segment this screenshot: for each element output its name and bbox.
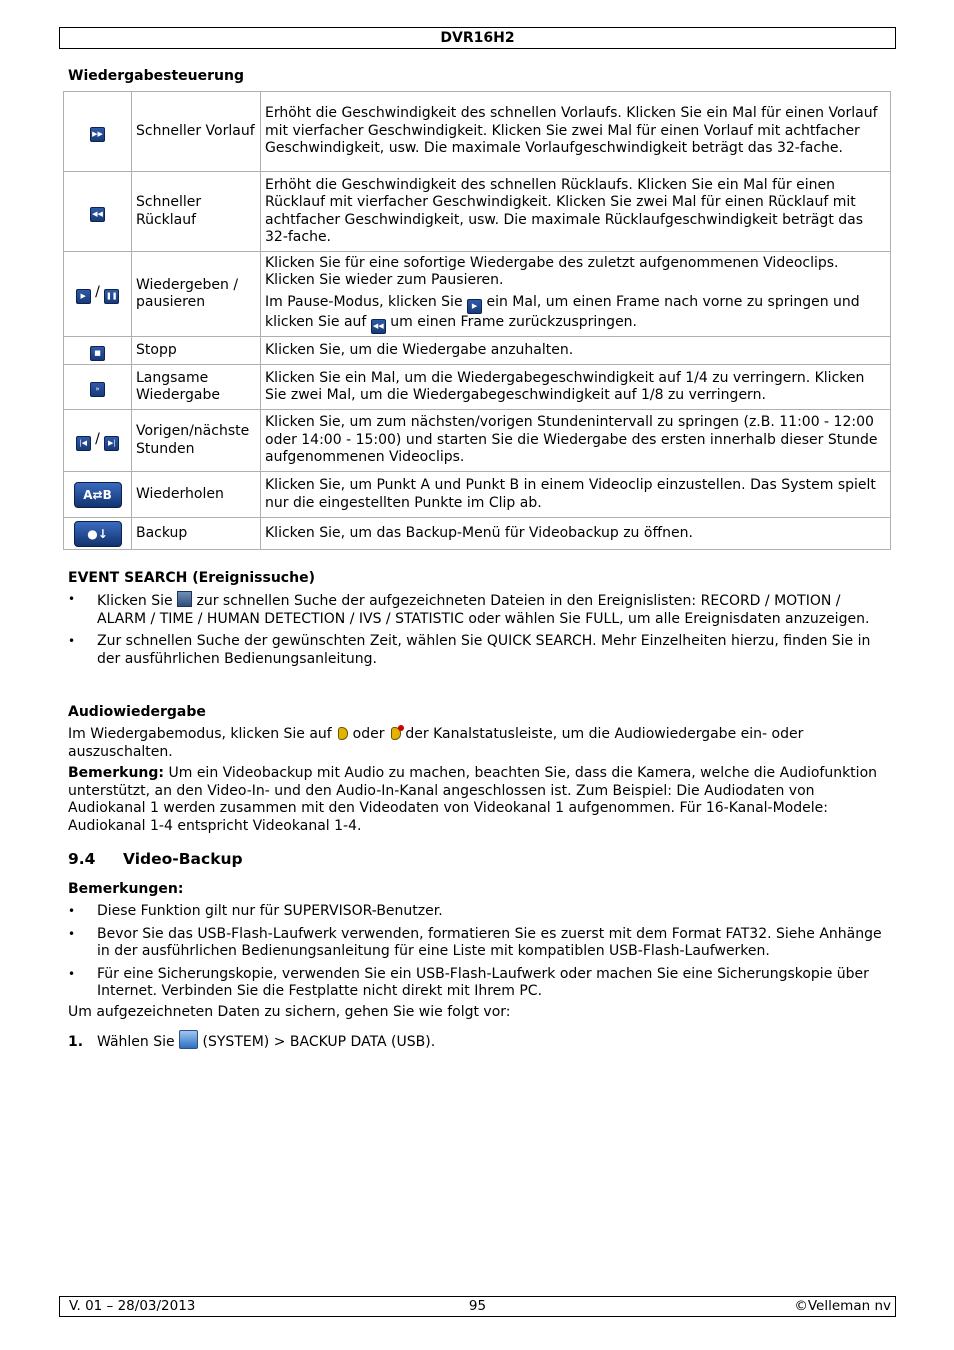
- description-text: ein Mal, um einen Frame nach vorne zu springen und klicken Sie auf: [265, 293, 860, 330]
- system-icon: [179, 1030, 198, 1049]
- play-icon: ▶: [467, 299, 482, 314]
- playback-heading: Wiedergabesteuerung: [68, 68, 244, 84]
- control-name: Langsame Wiedergabe: [132, 365, 261, 410]
- control-description: Klicken Sie ein Mal, um die Wiedergabegeschwindigkeit auf 1/4 zu verringern. Klicken Sie zwei Mal, um die Wiedergabegeschwindigkeit auf 1/8 zu verringern.: [261, 365, 891, 410]
- icon-separator: /: [95, 430, 100, 447]
- model-title: DVR16H2: [440, 30, 515, 46]
- speaker-mute-icon: [389, 725, 401, 740]
- document-header: [59, 27, 896, 49]
- control-description: Klicken Sie, um Punkt A und Punkt B in einem Videoclip einzustellen. Das System spielt nur die eingestellten Punkte im Clip ab.: [261, 472, 891, 518]
- table-row: [64, 172, 891, 252]
- audio-paragraph: Im Wiedergabemodus, klicken Sie auf oder der Kanalstatusleiste, um die Audiowiedergabe ein- oder auszuschalten.: [68, 726, 804, 760]
- document-footer: [59, 1296, 896, 1317]
- backup-icon: ●↓: [74, 521, 122, 547]
- step-item: 1. Wählen Sie (SYSTEM) > BACKUP DATA (USB).: [68, 1030, 890, 1052]
- list-item: • Zur schnellen Suche der gewünschten Zeit, wählen Sie QUICK SEARCH. Mehr Einzelheiten hierzu, finden Sie in der ausführlichen Bedienungsanleitung.: [68, 633, 890, 668]
- control-description: Klicken Sie, um die Wiedergabe anzuhalten.: [261, 337, 891, 365]
- next-hour-icon: ▶|: [104, 436, 119, 451]
- description-text: um einen Frame zurückzuspringen.: [390, 313, 638, 330]
- notes-list: [68, 903, 890, 1001]
- list-item: • Diese Funktion gilt nur für SUPERVISOR-Benutzer.: [68, 903, 890, 921]
- control-name: Stopp: [132, 337, 261, 365]
- rewind-icon: ◀◀: [90, 207, 105, 222]
- list-item: • Klicken Sie zur schnellen Suche der aufgezeichneten Dateien in den Ereignislisten: RECORD / MOTION / ALARM / TIME / HUMAN DETECTION / IVS / STATISTIC oder wählen Sie FULL, um alle Ereignisdaten anzuzeigen.: [68, 591, 890, 628]
- table-row: [64, 472, 891, 518]
- audio-heading: Audiowiedergabe: [68, 704, 206, 720]
- table-row: [64, 252, 891, 337]
- event-search-heading: EVENT SEARCH (Ereignissuche): [68, 570, 315, 586]
- previous-hour-icon: |◀: [76, 436, 91, 451]
- playback-controls-table: [63, 91, 891, 550]
- control-name: Wiederholen: [132, 472, 261, 518]
- table-row: [64, 337, 891, 365]
- intro-paragraph: Um aufgezeichneten Daten zu sichern, gehen Sie wie folgt vor:: [68, 1004, 511, 1020]
- table-row: [64, 518, 891, 550]
- control-name: Backup: [132, 518, 261, 550]
- stop-icon: ■: [90, 346, 105, 361]
- audio-note: Bemerkung: Um ein Videobackup mit Audio zu machen, beachten Sie, dass die Kamera, welche die Audiofunktion unterstützt, an den Video-In- und den Audio-In-Kanal angeschlossen ist. Zum Beispiel: Die Audiodaten von Audiokanal 1 werden zusammen mit den Videodaten von Videokanal 1 aufgenommen. Für 16-Kanal-Modele: Audiokanal 1-4 entspricht Videokanal 1-4.: [68, 765, 878, 834]
- control-description: Erhöht die Geschwindigkeit des schnellen Rücklaufs. Klicken Sie ein Mal für einen Rücklauf mit vierfacher Geschwindigkeit. Klicken Sie zwei Mal für einen Rücklauf mit achtfacher Geschwindigkeit, usw. Die maximale Rücklaufgeschwindigkeit beträgt das 32-fache.: [261, 172, 891, 252]
- fast-forward-icon: ▶▶: [90, 127, 105, 142]
- control-name: Wiedergeben / pausieren: [132, 252, 261, 337]
- control-description: Klicken Sie, um zum nächsten/vorigen Stundenintervall zu springen (z.B. 11:00 - 12:00 oder 14:00 - 15:00) und starten Sie die Wiedergabe des ersten innerhalb dieser Stunde aufgenommenen Videoclips.: [261, 410, 891, 472]
- control-name: Vorigen/nächste Stunden: [132, 410, 261, 472]
- control-description: Klicken Sie für eine sofortige Wiedergabe des zuletzt aufgenommenen Videoclips. Klicken Sie wieder zum Pausieren.: [265, 254, 839, 288]
- speaker-icon: [336, 725, 348, 740]
- page-number: 95: [468, 1298, 487, 1314]
- copyright-text: ©Velleman nv: [794, 1298, 891, 1314]
- rewind-icon: ◀◀: [371, 319, 386, 334]
- table-row: [64, 365, 891, 410]
- control-name: Schneller Vorlauf: [132, 92, 261, 172]
- list-item: • Für eine Sicherungskopie, verwenden Sie ein USB-Flash-Laufwerk oder machen Sie eine Sicherungskopie über Internet. Verbinden Sie die Festplatte nicht direkt mit Ihrem PC.: [68, 966, 890, 1001]
- event-search-list: [68, 591, 890, 668]
- notes-heading: Bemerkungen:: [68, 881, 184, 897]
- slow-play-icon: »: [90, 382, 105, 397]
- play-icon: ▶: [76, 289, 91, 304]
- table-row: [64, 410, 891, 472]
- pause-icon: ❚❚: [104, 289, 119, 304]
- list-item: • Bevor Sie das USB-Flash-Laufwerk verwenden, formatieren Sie es zuerst mit dem Format FAT32. Siehe Anhänge in der ausführlichen Bedienungsanleitung für eine Liste mit kompatiblen USB-Flash-Laufwerken.: [68, 926, 890, 961]
- repeat-ab-icon: A⇄B: [74, 482, 122, 508]
- description-text: Im Pause-Modus, klicken Sie: [265, 293, 463, 310]
- control-name: Schneller Rücklauf: [132, 172, 261, 252]
- icon-separator: /: [95, 284, 100, 300]
- control-description: Klicken Sie, um das Backup-Menü für Videobackup zu öffnen.: [261, 518, 891, 550]
- control-description: Erhöht die Geschwindigkeit des schnellen Vorlaufs. Klicken Sie ein Mal für einen Vorlauf mit vierfacher Geschwindigkeit. Klicken Sie zwei Mal für einen Vorlauf mit achtfacher Geschwindigkeit, usw. Die maximale Vorlaufgeschwindigkeit beträgt das 32-fache.: [261, 92, 891, 172]
- version-text: V. 01 – 28/03/2013: [69, 1298, 196, 1314]
- event-search-icon: [177, 591, 192, 607]
- section-title: 9.4 Video-Backup: [68, 850, 243, 868]
- table-row: [64, 92, 891, 172]
